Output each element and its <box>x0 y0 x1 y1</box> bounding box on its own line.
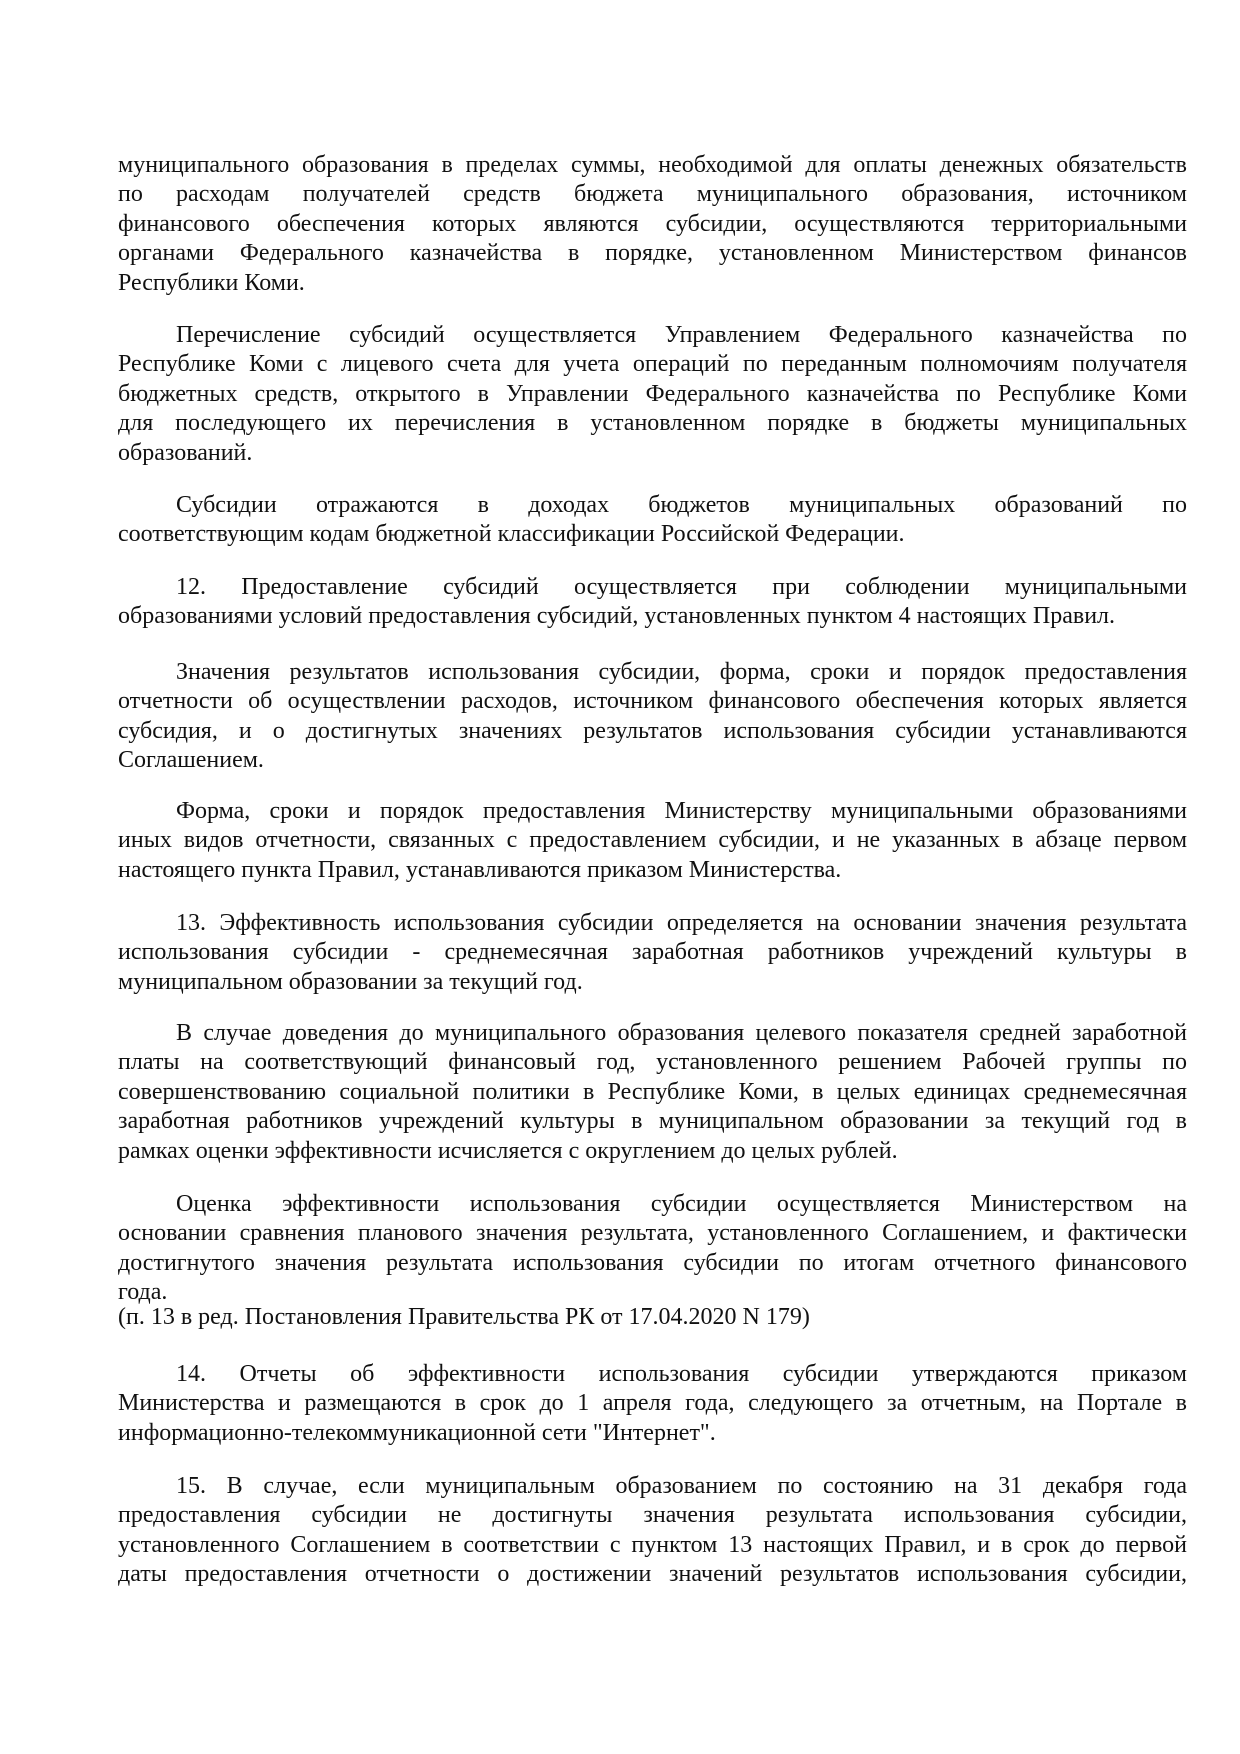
text-line: В случае доведения до муниципального образования целевого показателя средней заработной <box>176 1020 1187 1046</box>
paragraph <box>118 1472 1187 1590</box>
paragraph <box>118 658 1187 776</box>
text-line: 14. Отчеты об эффективности использования субсидии утверждаются приказом <box>176 1361 1187 1387</box>
text-line: бюджетных средств, открытого в Управлении Федерального казначейства по Республике Коми <box>118 380 1187 407</box>
text-line: предоставления субсидии не достигнуты значения результата использования субсидии, <box>118 1502 1187 1529</box>
text-line: финансового обеспечения которых являются субсидии, осуществляются территориальными <box>118 210 1187 237</box>
paragraph <box>118 321 1187 468</box>
text-line: информационно-телекоммуникационной сети "Интернет". <box>118 1419 716 1446</box>
text-line: Оценка эффективности использования субсидии осуществляется Министерством на <box>176 1191 1187 1217</box>
text-line: основании сравнения планового значения результата, установленного Соглашением, и фактически <box>118 1220 1187 1247</box>
text-line: рамках оценки эффективности исчисляется с округлением до целых рублей. <box>118 1137 898 1164</box>
text-line: Министерства и размещаются в срок до 1 апреля года, следующего за отчетным, на Портале в <box>118 1390 1187 1417</box>
paragraph <box>118 797 1187 885</box>
paragraph <box>118 151 1187 298</box>
text-line: Значения результатов использования субсидии, форма, сроки и порядок предоставления <box>176 659 1187 685</box>
paragraph <box>118 1019 1187 1166</box>
text-line: заработная работников учреждений культуры в муниципальном образовании за текущий год в <box>118 1108 1187 1135</box>
text-line: Республики Коми. <box>118 269 305 296</box>
text-line: субсидия, и о достигнутых значениях результатов использования субсидии устанавливаются <box>118 717 1187 744</box>
text-line: достигнутого значения результата использования субсидии по итогам отчетного финансового <box>118 1249 1187 1276</box>
paragraph <box>118 573 1187 632</box>
text-line: 12. Предоставление субсидий осуществляется при соблюдении муниципальными <box>176 574 1187 600</box>
paragraph <box>118 491 1187 550</box>
text-line: использования субсидии - среднемесячная заработная работников учреждений культуры в <box>118 939 1187 966</box>
text-line: Форма, сроки и порядок предоставления Министерству муниципальными образованиями <box>176 798 1187 824</box>
text-line: по расходам получателей средств бюджета муниципального образования, источником <box>118 181 1187 208</box>
paragraph <box>118 1360 1187 1448</box>
text-line: настоящего пункта Правил, устанавливаются приказом Министерства. <box>118 856 842 883</box>
text-line: муниципальном образовании за текущий год. <box>118 968 583 995</box>
text-line: года. <box>118 1279 168 1306</box>
text-line: 13. Эффективность использования субсидии определяется на основании значения результата <box>176 910 1187 936</box>
text-line: Республике Коми с лицевого счета для учета операций по переданным полномочиям получателя <box>118 351 1187 378</box>
text-line: 15. В случае, если муниципальным образованием по состоянию на 31 декабря года <box>176 1473 1187 1499</box>
text-line: Субсидии отражаются в доходах бюджетов муниципальных образований по <box>176 492 1187 518</box>
text-line: для последующего их перечисления в установленном порядке в бюджеты муниципальных <box>118 410 1187 437</box>
text-line: иных видов отчетности, связанных с предоставлением субсидии, и не указанных в абзаце первом <box>118 827 1187 854</box>
text-line: муниципального образования в пределах суммы, необходимой для оплаты денежных обязательств <box>118 152 1187 178</box>
paragraph <box>118 1190 1187 1308</box>
text-line: соответствующим кодам бюджетной классификации Российской Федерации. <box>118 521 905 548</box>
text-line: платы на соответствующий финансовый год, установленного решением Рабочей группы по <box>118 1049 1187 1076</box>
paragraph <box>118 909 1187 997</box>
text-line: установленного Соглашением в соответствии с пунктом 13 настоящих Правил, и в срок до первой <box>118 1531 1187 1558</box>
text-line: совершенствованию социальной политики в Республике Коми, в целых единицах среднемесячная <box>118 1078 1187 1105</box>
text-line: органами Федерального казначейства в порядке, установленном Министерством финансов <box>118 240 1187 267</box>
text-line: образованиями условий предоставления субсидий, установленных пунктом 4 настоящих Правил. <box>118 603 1116 630</box>
text-line: (п. 13 в ред. Постановления Правительства РК от 17.04.2020 N 179) <box>118 1304 810 1330</box>
text-line: даты предоставления отчетности о достижении значений результатов использования субсидии, <box>118 1561 1187 1588</box>
text-line: Перечисление субсидий осуществляется Управлением Федерального казначейства по <box>176 322 1187 348</box>
text-line: Соглашением. <box>118 747 264 774</box>
text-line: отчетности об осуществлении расходов, источником финансового обеспечения которых является <box>118 688 1187 715</box>
text-line: образований. <box>118 439 253 466</box>
paragraph <box>118 1303 1187 1332</box>
